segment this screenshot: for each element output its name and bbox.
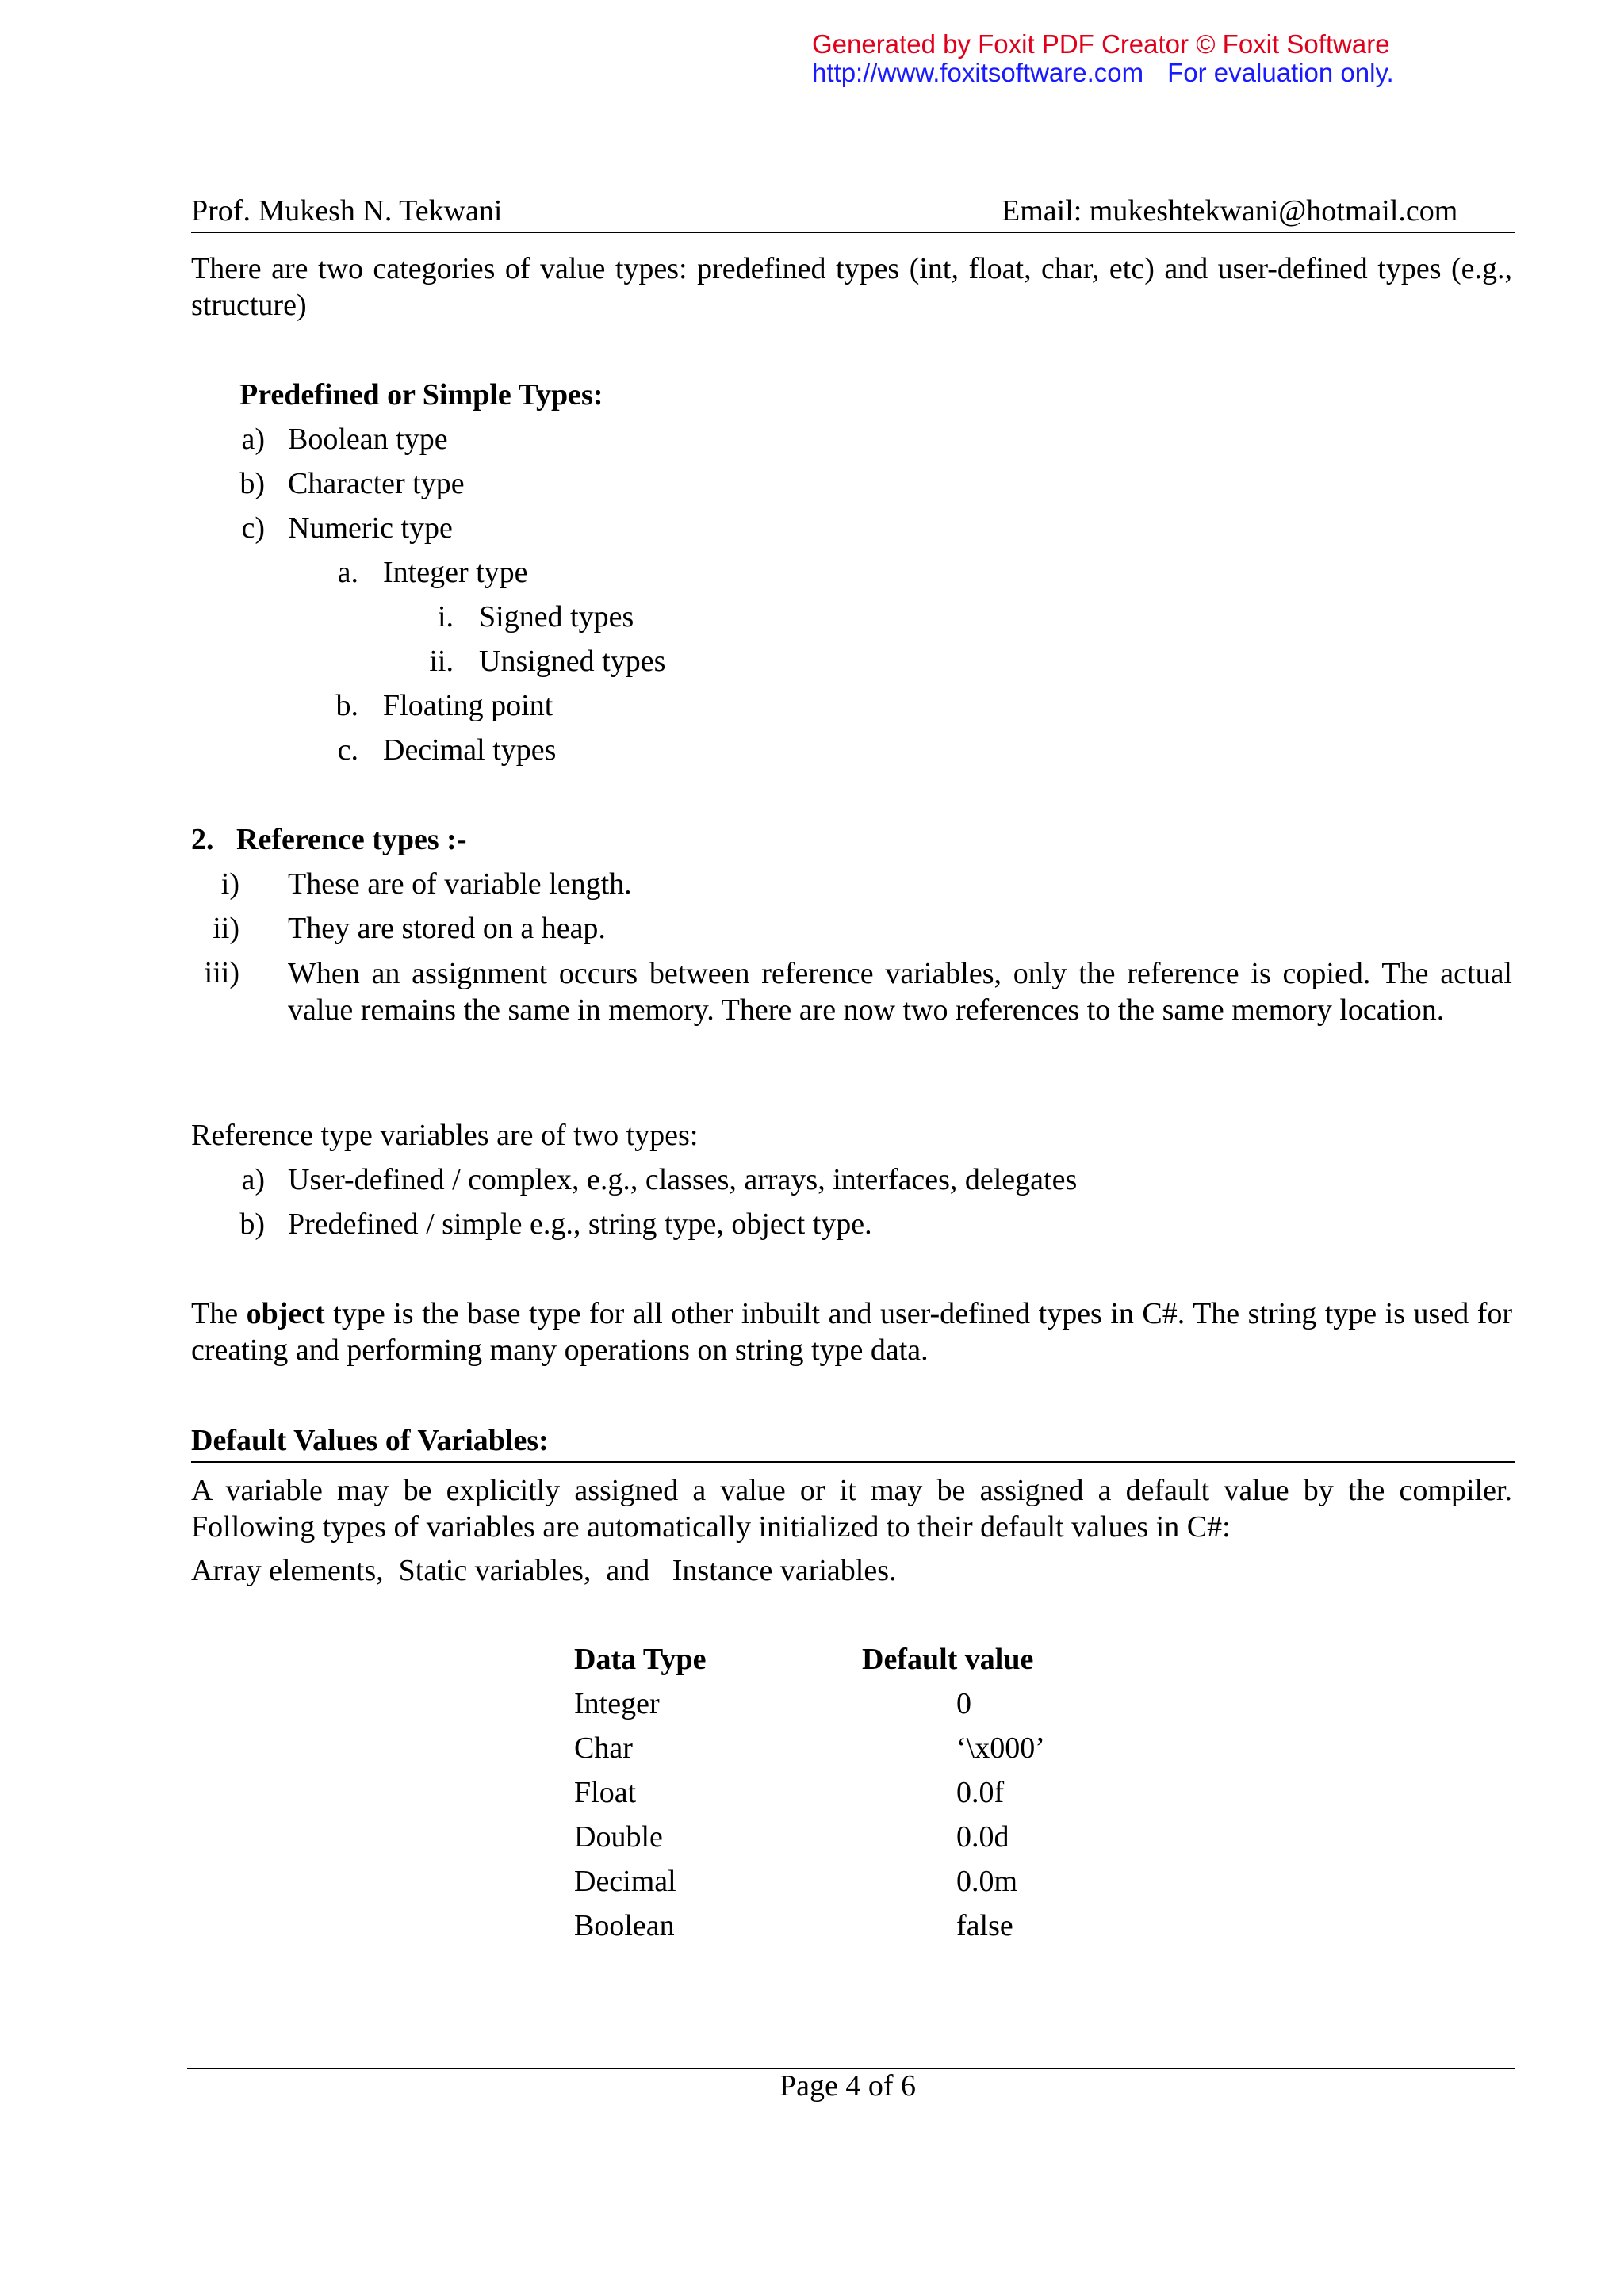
- table-cell-type: Decimal: [574, 1865, 676, 1898]
- table-cell-value: 0.0m: [956, 1865, 1018, 1898]
- table-cell-value: 0.0d: [956, 1820, 1009, 1854]
- defaults-heading: Default Values of Variables:: [191, 1424, 549, 1457]
- list-marker: c.: [337, 733, 358, 767]
- object-keyword: object: [246, 1297, 325, 1330]
- table-cell-type: Integer: [574, 1687, 660, 1720]
- list-text: Decimal types: [383, 733, 557, 767]
- defaults-list-line: Array elements, Static variables, and Instance variables.: [191, 1554, 897, 1587]
- list-text: When an assignment occurs between reference variables, only the reference is copied. The actual value remains the same in memory. There are now two references to the same memory location.: [288, 957, 1512, 1027]
- list-marker: b): [239, 467, 265, 500]
- watermark-note: For evaluation only.: [1167, 58, 1394, 87]
- watermark-url-line: [812, 59, 1394, 87]
- table-header-data-type: Data Type: [574, 1643, 707, 1676]
- list-marker: c): [241, 511, 265, 545]
- list-text: These are of variable length.: [288, 867, 632, 901]
- table-cell-value: ‘\x000’: [956, 1732, 1045, 1765]
- object-paragraph: [191, 1295, 1512, 1368]
- table-cell-type: Float: [574, 1776, 637, 1809]
- list-marker: ii.: [429, 645, 454, 678]
- reference-heading: 2. Reference types :-: [191, 823, 467, 856]
- defaults-rule: [191, 1461, 1515, 1463]
- table-cell-value: false: [956, 1909, 1013, 1942]
- list-marker: i): [220, 867, 239, 901]
- list-text: Predefined / simple e.g., string type, object type.: [288, 1207, 872, 1241]
- predefined-heading: Predefined or Simple Types:: [239, 378, 603, 411]
- list-text: User-defined / complex, e.g., classes, arrays, interfaces, delegates: [288, 1163, 1078, 1196]
- list-text: Unsigned types: [479, 645, 666, 678]
- list-text: Boolean type: [288, 423, 448, 456]
- intro-paragraph: There are two categories of value types: predefined types (int, float, char, etc) and user-defined types (e.g., structure): [191, 252, 1512, 322]
- defaults-paragraph: A variable may be explicitly assigned a value or it may be assigned a default value by the compiler. Following types of variables are automatically initialized to their default values in C#:: [191, 1474, 1512, 1544]
- table-cell-type: Char: [574, 1732, 633, 1765]
- list-marker: iii): [204, 956, 239, 989]
- header-author: Prof. Mukesh N. Tekwani: [191, 194, 503, 228]
- list-text: Integer type: [383, 556, 528, 589]
- list-marker: b): [239, 1207, 265, 1241]
- list-text: They are stored on a heap.: [288, 912, 606, 945]
- header-rule: [191, 232, 1515, 233]
- list-text: Floating point: [383, 689, 553, 722]
- object-para-pre: The: [191, 1297, 247, 1330]
- table-cell-type: Double: [574, 1820, 663, 1854]
- list-text: Signed types: [479, 600, 634, 633]
- list-marker: i.: [437, 600, 454, 633]
- list-marker: ii): [213, 912, 239, 945]
- table-cell-type: Boolean: [574, 1909, 675, 1942]
- watermark-url[interactable]: http://www.foxitsoftware.com: [812, 58, 1144, 87]
- list-marker: a): [241, 1163, 265, 1196]
- reference-types-intro: Reference type variables are of two types:: [191, 1119, 699, 1152]
- foxit-watermark: [812, 30, 1394, 87]
- list-text: Character type: [288, 467, 465, 500]
- list-marker: b.: [335, 689, 358, 722]
- list-text: Numeric type: [288, 511, 453, 545]
- table-cell-value: 0: [956, 1687, 971, 1720]
- list-marker: a.: [337, 556, 358, 589]
- page-number: Page 4 of 6: [779, 2069, 917, 2103]
- list-marker: a): [241, 423, 265, 456]
- object-para-post: type is the base type for all other inbuilt and user-defined types in C#. The string type is used for creating and performing many operations on string type data.: [191, 1297, 1513, 1367]
- table-cell-value: 0.0f: [956, 1776, 1005, 1809]
- header-email: Email: mukeshtekwani@hotmail.com: [1002, 194, 1458, 228]
- watermark-generated-by: Generated by Foxit PDF Creator © Foxit Software: [812, 29, 1390, 59]
- table-header-default-value: Default value: [862, 1643, 1034, 1676]
